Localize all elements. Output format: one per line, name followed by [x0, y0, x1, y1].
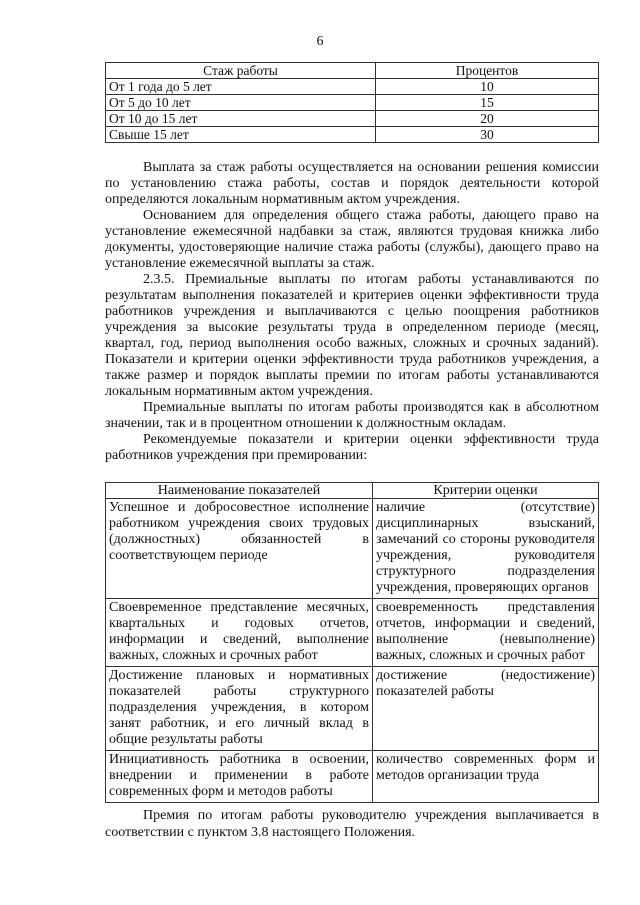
table-row [106, 751, 599, 803]
seniority-label: От 1 года до 5 лет [106, 79, 376, 95]
column-header: Стаж работы [106, 63, 376, 79]
paragraph: Премиальные выплаты по итогам работы производятся как в абсолютном значении, так и в процентном отношении к должностным окладам. [105, 400, 599, 431]
indicator-cell: Достижение плановых и нормативных показателей работы структурного подразделения учреждения, в котором занят работник, и его личный вклад в общие результаты работы [106, 667, 373, 751]
criteria-table [105, 482, 599, 803]
criterion-cell: достижение (недостижение) показателей работы [373, 667, 599, 751]
table-header-row [106, 483, 599, 499]
table-header-row [106, 63, 599, 79]
seniority-table [105, 62, 599, 143]
seniority-label: От 5 до 10 лет [106, 95, 376, 111]
table-row [106, 79, 599, 95]
seniority-label: Свыше 15 лет [106, 127, 376, 143]
paragraph: Рекомендуемые показатели и критерии оценки эффективности труда работников учреждения при премировании: [105, 432, 599, 463]
seniority-percent: 30 [376, 127, 599, 143]
page-number: 6 [316, 34, 324, 49]
paragraph: Основанием для определения общего стажа работы, дающего право на установление ежемесячной надбавки за стаж, являются трудовая книжка либо документы, удостоверяющие наличие стажа работы (службы), дающего право на установление ежемесячной выплаты за стаж. [105, 208, 599, 271]
seniority-label: От 10 до 15 лет [106, 111, 376, 127]
final-paragraph: Премия по итогам работы руководителю учреждения выплачивается в соответствии с пунктом 3.8 настоящего Положения. [105, 808, 599, 840]
paragraph: Выплата за стаж работы осуществляется на основании решения комиссии по установлению стажа работы, состав и порядок деятельности которой определяются локальным нормативным актом учреждения. [105, 160, 599, 207]
column-header: Наименование показателей [106, 483, 373, 499]
seniority-percent: 10 [376, 79, 599, 95]
column-header: Процентов [376, 63, 599, 79]
seniority-percent: 15 [376, 95, 599, 111]
table-row [106, 599, 599, 667]
table-row [106, 95, 599, 111]
paragraph: 2.3.5. Премиальные выплаты по итогам работы устанавливаются по результатам выполнения показателей и критериев оценки эффективности труда работников учреждения и выплачиваются с целью поощрения работников учреждения за высокие результаты труда в определенном периоде (месяц, квартал, год, период выполнения особо важных, сложных и срочных заданий). Показатели и критерии оценки эффективности труда работников учреждения, а также размер и порядок выплаты премии по итогам работы устанавливаются локальным нормативным актом учреждения. [105, 272, 599, 399]
seniority-percent: 20 [376, 111, 599, 127]
indicator-cell: Инициативность работника в освоении, внедрении и применении в работе современных форм и методов работы [106, 751, 373, 803]
criterion-cell: количество современных форм и методов организации труда [373, 751, 599, 803]
body-text [105, 160, 599, 464]
indicator-cell: Успешное и добросовестное исполнение работником учреждения своих трудовых (должностных) обязанностей в соответствующем периоде [106, 499, 373, 599]
column-header: Критерии оценки [373, 483, 599, 499]
table-row [106, 667, 599, 751]
table-row [106, 127, 599, 143]
criterion-cell: своевременность представления отчетов, информации и сведений, выполнение (невыполнение) важных, сложных и срочных работ [373, 599, 599, 667]
indicator-cell: Своевременное представление месячных, квартальных и годовых отчетов, информации и сведений, выполнение важных, сложных и срочных работ [106, 599, 373, 667]
table-row [106, 499, 599, 599]
table-row [106, 111, 599, 127]
criterion-cell: наличие (отсутствие) дисциплинарных взысканий, замечаний со стороны руководителя учреждения, руководителя структурного подразделения учреждения, проверяющих органов [373, 499, 599, 599]
